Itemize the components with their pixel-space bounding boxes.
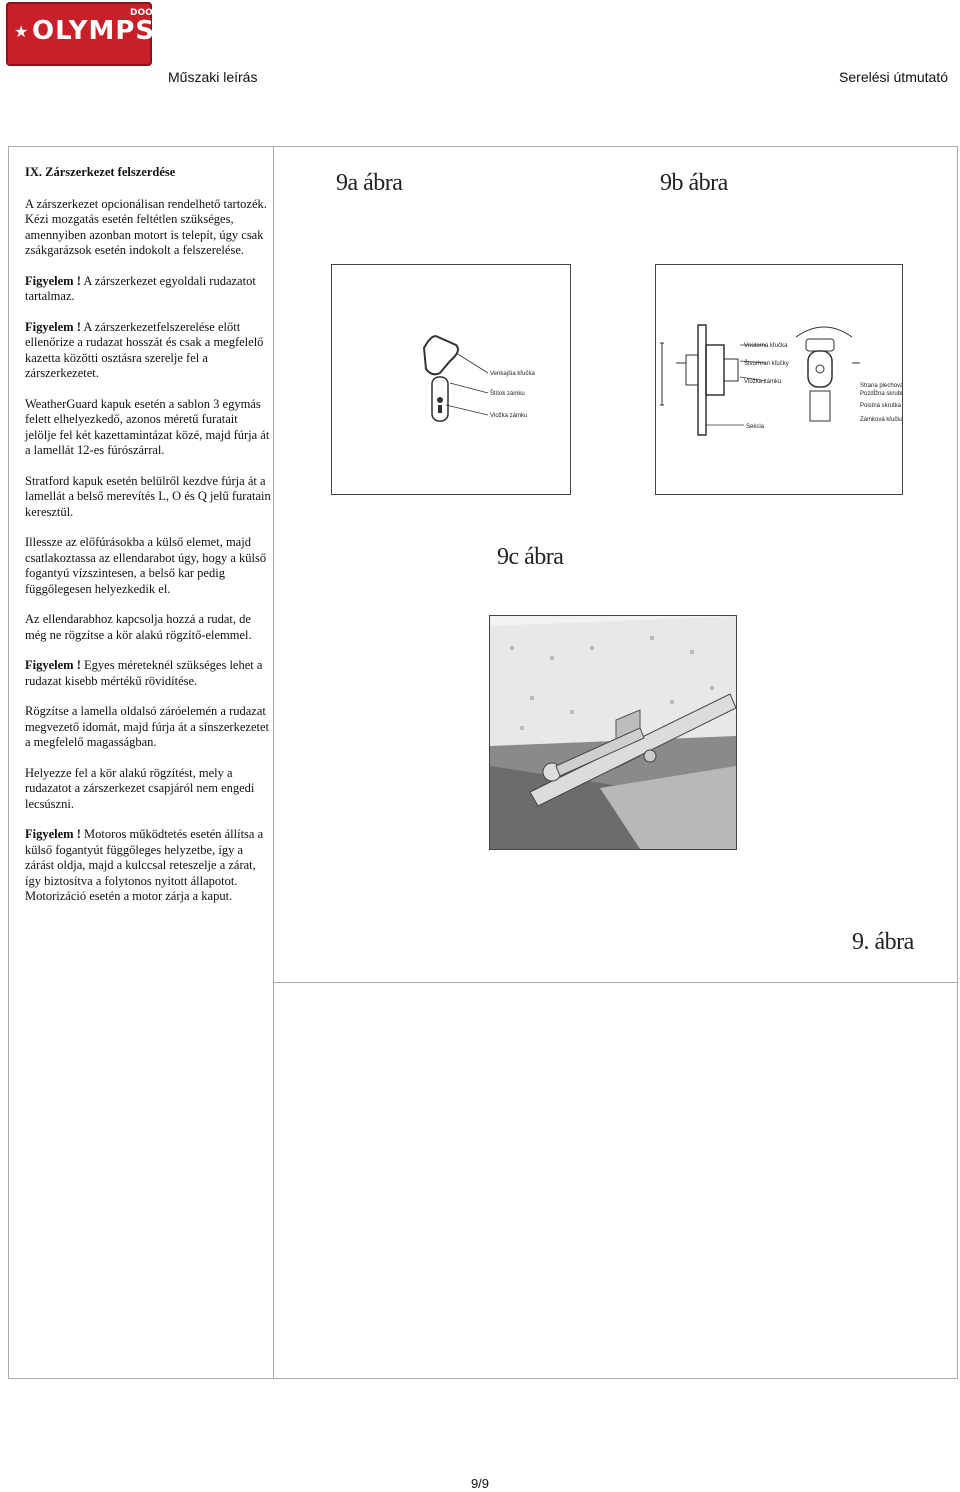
paragraph: Az ellendarabhoz kapcsolja hozzá a rudat, de még ne rögzítse a kör alakú rögzítő-elemmel. (25, 612, 252, 642)
instruction-column (25, 165, 271, 920)
paragraph: WeatherGuard kapuk esetén a sablon 3 egymás felett elhelyezkedő, azonos méretű furatait jelölje fel két kazettamintázat közé, majd fúrja át a lamellát 12-es fúrószárral. (25, 396, 270, 457)
label-9b-5: Strana plechová (860, 383, 902, 389)
paragraph-warning (25, 274, 271, 305)
label-9a-1: Venkajšia kľučka (490, 371, 535, 377)
figure-9c-label: 9c ábra (497, 544, 564, 570)
label-9b-7: Poistná skrutka (860, 403, 902, 409)
olymps-door-logo (6, 2, 160, 66)
label-9a-2: Štítok zámku (490, 391, 525, 397)
label-9b-1: Vnútorná kľučka (744, 343, 788, 349)
header-left-title: Műszaki leírás (168, 69, 258, 85)
warning-text: A zárszerkezet egyoldali rudazatot tartalmaz. (25, 273, 256, 303)
paragraph-warning (25, 827, 271, 905)
warning-text: A zárszerkezetfelszerelése előtt ellenőrize a rudazat hosszát és csak a megfelelő kazetta közötti osztásra szerelje fel a zárszerkezetet. (25, 319, 264, 380)
label-9a-3: Vložka zámku (490, 413, 528, 419)
figure-9-label: 9. ábra (852, 929, 914, 955)
column-divider (273, 146, 274, 1379)
section-title: IX. Zárszerkezet felszerdése (25, 165, 176, 179)
figure-9a-image (331, 264, 571, 495)
warning-label: Figyelem ! (25, 319, 81, 334)
warning-text: Motoros működtetés esetén állítsa a külső fogantyút függőleges helyzetbe, így a zárást oldja, majd a kulccsal reteszelje a zárat, így biztosítva a folytonos nyitott állapotot. Motorizáció esetén a motor zárja a kaput. (25, 827, 264, 903)
logo-wordmark: OLYMPS (32, 16, 156, 46)
warning-text: Egyes méreteknél szükséges lehet a rudazat kisebb mértékű rövidítése. (25, 658, 263, 688)
paragraph: Stratford kapuk esetén belülről kezdve fúrja át a lamellát a belső merevítés L, O és Q jelű furatain keresztül. (25, 473, 271, 519)
label-9b-3: Vložka zámku (744, 379, 782, 385)
row-divider (273, 982, 958, 983)
label-9b-6: Pozdĺžna skrutka (860, 391, 902, 397)
label-9b-2: Štvorhran kľučky (744, 361, 789, 367)
warning-label: Figyelem ! (25, 658, 81, 672)
paragraph: Rögzítse a lamella oldalsó záróelemén a rudazat megvezető idomát, majd fúrja át a sínszerkezetet a megfelelő magasságban. (25, 704, 269, 749)
logo-door-text: DOOR (130, 8, 160, 18)
paragraph-warning (25, 658, 271, 689)
paragraph-warning (25, 320, 271, 382)
figure-9c-image (489, 615, 737, 850)
paragraph: Illessze az előfúrásokba a külső elemet, majd csatlakoztassa az ellendarabot úgy, hogy a külső fogantyú vízszintesen, a belső kar pedig függőlegesen helyezkedik el. (25, 535, 267, 596)
label-9b-8: Zámková kľučka (860, 417, 902, 423)
figure-9a-label: 9a ábra (336, 170, 403, 196)
figure-9b-image (655, 264, 903, 495)
star-icon: ★ (14, 22, 29, 41)
paragraph: Helyezze fel a kör alakú rögzítést, mely a rudazatot a zárszerkezet csapjáról nem engedi lecsúszni. (25, 765, 255, 811)
paragraph: A zárszerkezet opcionálisan rendelhető tartozék. Kézi mozgatás esetén feltétlen szükséges, amennyiben azonban motort is telepít, úgy csak zsákgarázsok esetén indokolt a felszerelése. (25, 196, 267, 257)
figure-9b-label: 9b ábra (660, 170, 728, 196)
warning-label: Figyelem ! (25, 827, 81, 841)
header-right-title: Serelési útmutató (839, 69, 948, 85)
warning-label: Figyelem ! (25, 273, 81, 288)
page-number: 9/9 (470, 1476, 490, 1491)
label-9b-4: Sekcia (746, 424, 765, 430)
